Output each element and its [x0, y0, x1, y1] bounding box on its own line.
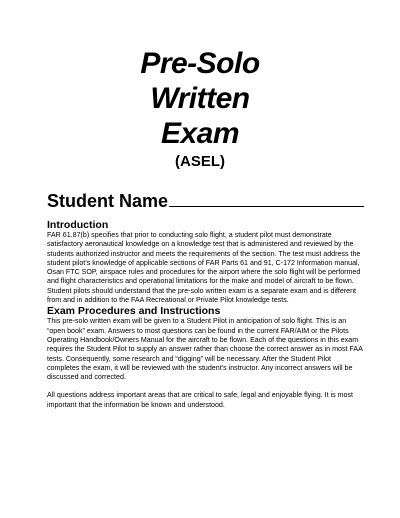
student-name-field — [47, 190, 364, 211]
procedures-paragraph-1: This pre-solo written exam will be given to a Student Pilot in anticipation of solo flight. This is an “open book” exam. Answers to most questions can be found in the current FAR/AIM or the Pilots Operating Handbook/Owners Manual for the aircraft to be flown. Each of the questions in this exam requires the Student Pilot to supply an answer rather than choose the correct answer as in most FAA tests. Consequently, some research and “digging” will be necessary. After the Student Pilot completes the exam, it will be reviewed with the student’s instructor. Any incorrect answers will be discussed and corrected. — [47, 317, 363, 382]
procedures-paragraph-2: All questions address important areas that are critical to safe, legal and enjoyable flying. It is most important that the information be known and understood. — [47, 391, 353, 409]
introduction-paragraph-2: Student pilots should understand that the pre-solo written exam is a separate exam and is different from and in addition to the FAA Recreational or Private Pilot knowledge tests. — [47, 286, 357, 305]
procedures-heading: Exam Procedures and Instructions — [47, 305, 221, 318]
exam-subtitle: (ASEL) — [175, 153, 225, 170]
introduction-paragraph-1: FAR 61.87(b) specifies that prior to conducting solo flight, a student pilot must demonstrate satisfactory aeronautical knowledge on a knowledge test that is administered and reviewed by the students authorized instructor and meets the requirements of the section. The test must address the student pilot’s knowledge of applicable sections of FAR Parts 61 and 91, C-172 Information manual, Osan FTC SOP, airspace rules and procedures for the airport where the solo flight will be performed and flight characteristics and operational limitations for the make and model of aircraft to be flown. — [47, 231, 361, 286]
title-line-1: Pre-Solo — [140, 47, 260, 80]
student-name-label: Student Name — [47, 191, 169, 211]
introduction-heading: Introduction — [47, 219, 109, 231]
title-line-3: Exam — [160, 117, 240, 150]
title-line-2: Written — [150, 82, 250, 115]
document-body — [47, 219, 365, 410]
student-name-blank-line — [169, 190, 364, 207]
exam-title — [0, 46, 400, 171]
paragraph-spacer — [47, 382, 365, 391]
